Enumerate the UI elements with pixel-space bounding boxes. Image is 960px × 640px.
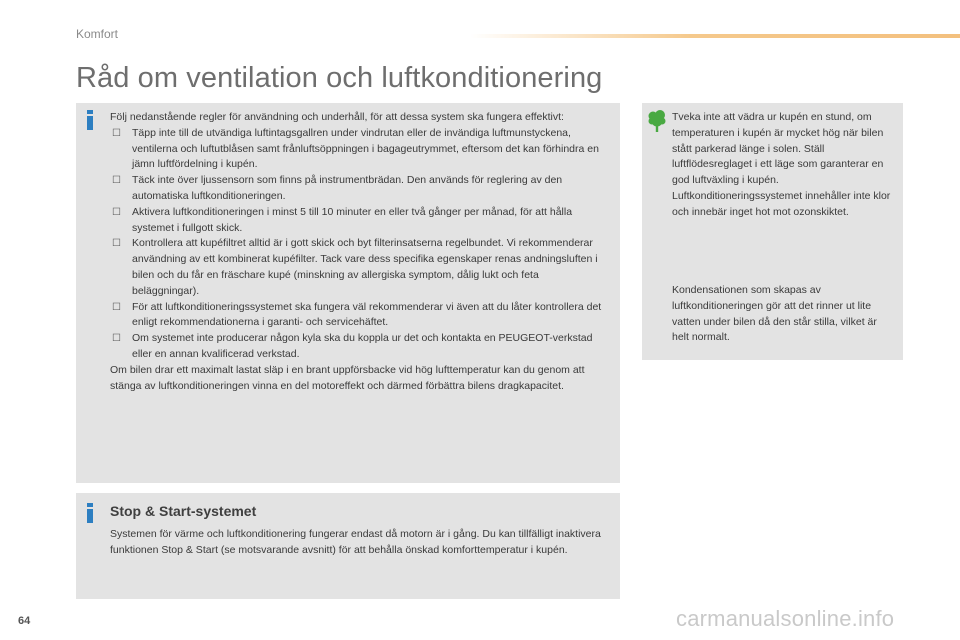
list-item: ☐ Aktivera luftkonditioneringen i minst 5 till 10 minuter en eller två gånger per månad, för att hålla systemet i fullgott skick.	[112, 205, 573, 234]
section-label: Komfort	[76, 27, 119, 41]
watermark: carmanualsonline.info	[676, 606, 895, 631]
stop-start-heading: Stop & Start-systemet	[110, 503, 257, 519]
list-item: ☐ Om systemet inte producerar någon kyla ska du koppla ur det och kontakta en PEUGEOT-verkstad eller en annan kvalificerad verkstad.	[112, 332, 593, 360]
page-number: 64	[18, 615, 31, 627]
intro-paragraph: Följ nedanstående regler för användning och underhåll, för att dessa system ska fungera effektivt:	[110, 111, 564, 123]
stop-start-text: Systemen för värme och luftkonditionering fungerar endast då motorn är i gång. Du kan tillfälligt inaktivera funktionen Stop & Start (se motsvarande avsnitt) för att behålla önskad komforttemperatur i kupén.	[110, 528, 601, 556]
checkbox-bullet-icon: ☐	[112, 175, 121, 187]
info-icon	[86, 110, 94, 130]
checkbox-bullet-icon: ☐	[112, 127, 121, 139]
page-title: Råd om ventilation och luftkonditionering	[76, 62, 603, 94]
list-item: ☐ Kontrollera att kupéfiltret alltid är i gott skick och byt filterinsatserna regelbundet. Vi rekommenderar användning av ett kombinerat kupéfilter. Tack vare dess specifika egenskaper renas andningsluften i bilen och du får en fräschare kupé (minskning av allergiska symptom, dålig lukt och feta beläggningar).	[112, 237, 598, 297]
list-item: ☐ Täpp inte till de utvändiga luftintagsgallren under vindrutan eller de invändiga luftmunstyckena, ventilerna och luftutblåsen samt frånluftsöppningen i bagageutrymmet, eftersom det kan förhindra en jämn luftfördelning i kupén.	[112, 126, 599, 171]
checkbox-bullet-icon: ☐	[112, 301, 121, 313]
list-item: ☐ För att luftkonditioneringssystemet ska fungera väl rekommenderar vi även att du låter kontrollera det enligt rekommendationerna i garanti- och servicehäftet.	[112, 300, 602, 329]
maintenance-advice-text	[110, 110, 606, 394]
list-item: ☐ Täck inte över ljussensorn som finns på instrumentbrädan. Den används för reglering av den automatiska luftkonditioneringen.	[112, 174, 563, 202]
closing-paragraph: Om bilen drar ett maximalt lastat släp i en brant uppförsbacke vid hög lufttemperatur kan du genom att stänga av luftkonditioneringen vinna en del motoreffekt och därmed förbättra bilens dragkapacitet.	[110, 363, 585, 392]
checkbox-bullet-icon: ☐	[112, 333, 121, 345]
info-icon	[86, 503, 94, 523]
leaf-tree-icon	[648, 110, 666, 132]
condensation-note-text: Kondensationen som skapas av luftkonditioneringen gör att det rinner ut lite vatten under bilen då den står stilla, vilket är helt normalt.	[672, 284, 877, 344]
advice-list	[110, 126, 606, 363]
checkbox-bullet-icon: ☐	[112, 206, 121, 218]
header-accent-bar	[470, 34, 960, 38]
eco-tip-text: Tveka inte att vädra ur kupén en stund, om temperaturen i kupén är mycket hög när bilen stått parkerad länge i solen. Ställ luftflödesreglaget i ett läge som garanterar en god luftväxling i kupén. Luftkonditioneringssystemet innehåller inte klor och innebär inget hot mot ozonskiktet.	[672, 111, 891, 218]
checkbox-bullet-icon: ☐	[112, 238, 121, 250]
